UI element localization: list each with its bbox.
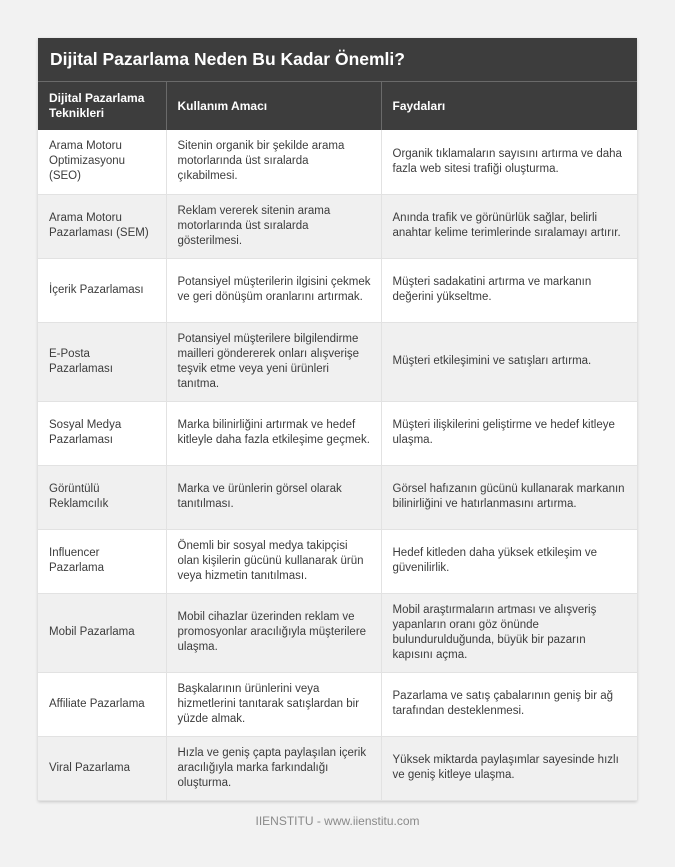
benefit-cell: Pazarlama ve satış çabalarının geniş bir ağ tarafından desteklenmesi.: [381, 672, 637, 736]
technique-cell: Sosyal Medya Pazarlaması: [38, 401, 166, 465]
benefit-cell: Anında trafik ve görünürlük sağlar, belirli anahtar kelime terimlerinde sıralamayı artırır.: [381, 194, 637, 258]
technique-cell: İçerik Pazarlaması: [38, 258, 166, 322]
table-body: [38, 130, 637, 800]
technique-cell: Arama Motoru Optimizasyonu (SEO): [38, 130, 166, 194]
benefit-cell: Organik tıklamaların sayısını artırma ve daha fazla web sitesi trafiği oluşturma.: [381, 130, 637, 194]
techniques-table: [38, 81, 637, 801]
benefit-cell: Müşteri ilişkilerini geliştirme ve hedef kitleye ulaşma.: [381, 401, 637, 465]
table-header: [38, 82, 637, 131]
purpose-cell: Marka bilinirliğini artırmak ve hedef kitleyle daha fazla etkileşime geçmek.: [166, 401, 381, 465]
infographic-card: [38, 38, 637, 801]
column-header-technique: Dijital Pazarlama Teknikleri: [38, 82, 166, 131]
purpose-cell: Hızla ve geniş çapta paylaşılan içerik aracılığıyla marka farkındalığı oluşturma.: [166, 736, 381, 800]
purpose-cell: Mobil cihazlar üzerinden reklam ve promosyonlar aracılığıyla müşterilere ulaşma.: [166, 593, 381, 672]
technique-cell: Influencer Pazarlama: [38, 529, 166, 593]
benefit-cell: Müşteri etkileşimini ve satışları artırma.: [381, 322, 637, 401]
technique-cell: Viral Pazarlama: [38, 736, 166, 800]
technique-cell: Mobil Pazarlama: [38, 593, 166, 672]
purpose-cell: Marka ve ürünlerin görsel olarak tanıtılması.: [166, 465, 381, 529]
purpose-cell: Başkalarının ürünlerini veya hizmetlerini tanıtarak satışlardan bir yüzde almak.: [166, 672, 381, 736]
purpose-cell: Sitenin organik bir şekilde arama motorlarında üst sıralarda çıkabilmesi.: [166, 130, 381, 194]
table-row: [38, 736, 637, 800]
benefit-cell: Görsel hafızanın gücünü kullanarak markanın bilinirliğini ve hatırlanmasını artırma.: [381, 465, 637, 529]
benefit-cell: Yüksek miktarda paylaşımlar sayesinde hızlı ve geniş kitleye ulaşma.: [381, 736, 637, 800]
table-row: [38, 401, 637, 465]
benefit-cell: Hedef kitleden daha yüksek etkileşim ve güvenilirlik.: [381, 529, 637, 593]
benefit-cell: Mobil araştırmaların artması ve alışveriş yapanların oranı göz önünde bulundurulduğunda, büyük bir pazarın kapısını açma.: [381, 593, 637, 672]
table-row: [38, 258, 637, 322]
column-header-purpose: Kullanım Amacı: [166, 82, 381, 131]
page-title: Dijital Pazarlama Neden Bu Kadar Önemli?: [38, 38, 637, 81]
purpose-cell: Potansiyel müşterilere bilgilendirme mailleri göndererek onları alışverişe teşvik etme veya yeni ürünleri tanıtma.: [166, 322, 381, 401]
purpose-cell: Önemli bir sosyal medya takipçisi olan kişilerin gücünü kullanarak ürün veya hizmetin tanıtılması.: [166, 529, 381, 593]
table-row: [38, 130, 637, 194]
purpose-cell: Potansiyel müşterilerin ilgisini çekmek ve geri dönüşüm oranlarını artırmak.: [166, 258, 381, 322]
purpose-cell: Reklam vererek sitenin arama motorlarında üst sıralarda gösterilmesi.: [166, 194, 381, 258]
table-row: [38, 593, 637, 672]
table-row: [38, 672, 637, 736]
table-row: [38, 322, 637, 401]
technique-cell: Arama Motoru Pazarlaması (SEM): [38, 194, 166, 258]
table-row: [38, 465, 637, 529]
benefit-cell: Müşteri sadakatini artırma ve markanın değerini yükseltme.: [381, 258, 637, 322]
column-header-benefit: Faydaları: [381, 82, 637, 131]
technique-cell: E-Posta Pazarlaması: [38, 322, 166, 401]
footer-credit: IIENSTITU - www.iienstitu.com: [255, 814, 420, 828]
technique-cell: Görüntülü Reklamcılık: [38, 465, 166, 529]
table-row: [38, 529, 637, 593]
technique-cell: Affiliate Pazarlama: [38, 672, 166, 736]
table-row: [38, 194, 637, 258]
